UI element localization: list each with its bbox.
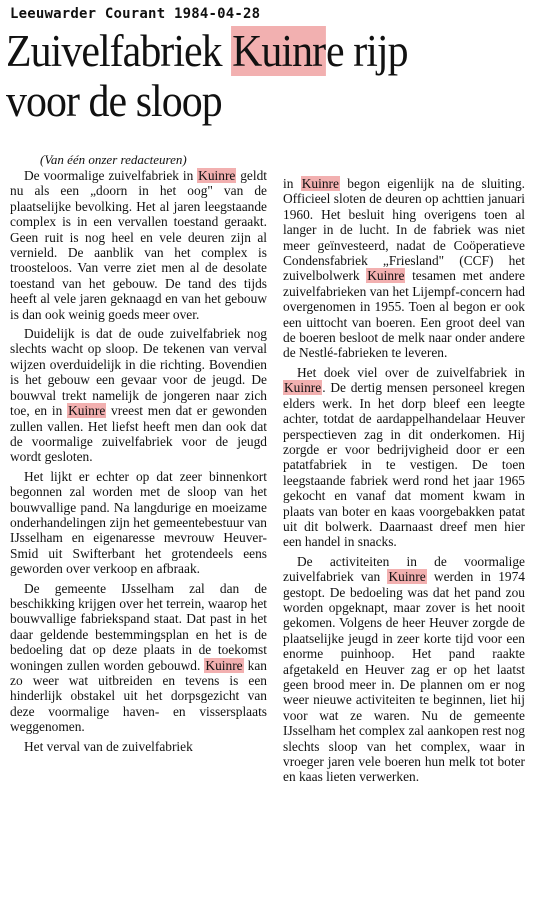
paragraph [283,365,525,550]
paragraph-text: geldt nu als een „doorn in het oog" van de plaatselijke bevolking. Het al jaren leegstaande complex is in een vervallen toestand geraakt. Geen ruit is nog heel en vele deuren zijn al vernield. De aanblik van het complex is troosteloos. Van verre ziet men al de desolate toestand van het gebouw. De tand des tijds heeft al vele jaren geknaagd en van het gebouw is dan ook weinig goeds meer over. [10,168,267,322]
paragraph [10,326,267,465]
paragraph-text: vreest men dat er gewonden zullen vallen. Het liefst heeft men dan ook dat de voormalige zuivelfabriek voor de jeugd wordt gesloten. [10,403,267,465]
newspaper-source-date: Leeuwarder Courant 1984-04-28 [10,6,261,22]
highlight-kuinre: Kuinre [198,168,236,183]
highlight-kuinre: Kuinre [284,380,322,396]
highlight-kuinre: Kuinre [388,569,426,585]
paragraph-text: De activiteiten in de voormalige zuivelfabriek van [283,553,525,585]
paragraph-text: De voormalige zuivelfabriek in [24,168,198,183]
paragraph [10,739,267,754]
paragraph-text: . De dertig mensen personeel kregen elders werk. In het dorp bleef een leegte achter, totdat de aardappelhandelaar Heuver perspectieven zag in dit onderkomen. Hij zorgde er voor bedrijvigheid door er een patatfabriek in te vestigen. De toen leegstaande fabriek werd rond het jaar 1965 gekocht en vanaf dat moment kwam in plaats van boter en kaas voorgebakken patat uit dit bolwerk. Daarnaast dreef men hier een handel in snacks. [283,380,525,550]
paragraph-text: De gemeente IJsselham zal dan de beschikking krijgen over het terrein, waarop het bouwvallige fabriekspand staat. Dat past in het daar geldende bestemmingsplan en het is de bedoeling dat op deze plaats in de toekomst woningen zullen worden gebouwd. [10,580,267,673]
highlight-kuinre: Kuinre [205,657,243,673]
paragraph-text: Het lijkt er echter op dat zeer binnenkort begonnen zal worden met de sloop van het bouwvallige pand. Na langdurige en moeizame onderhandelingen zijn het gemeentebestuur van IJsselham en eigenaresse mevrouw Heuver-Smid uit Swifterbant het grotendeels eens geworden over verkoop en afbraak. [10,468,267,577]
article-column-left [10,168,267,758]
paragraph [10,469,267,577]
paragraph [283,554,525,785]
paragraph-text: tesamen met andere zuivelfabrieken van het Lijempf-concern had overgenomen in 1955. Toen al begon er ook een uittocht van boeren. Een groot deel van de boeren besloot de melk naar onder andere de Nestlé-fabrieken te leveren. [283,268,525,361]
byline: (Van één onzer redacteuren) [40,152,187,167]
paragraph-text: in [283,176,301,191]
paragraph-text: Het doek viel over de zuivelfabriek in [297,364,525,380]
highlight-kuinre: Kuinre [367,268,405,284]
headline-text: Zuivelfabriek [6,26,232,76]
paragraph-text: Duidelijk is dat de oude zuivelfabriek nog slechts wacht op sloop. De tekenen van verval wijzen overduidelijk in die richting. Bovendien is het gebouw een gevaar voor de jeugd. De bouwval trekt namelijk de jongeren naar zich toe, en in [10,326,267,419]
paragraph [10,581,267,735]
headline [6,26,493,126]
paragraph-text: begon eigenlijk na de sluiting. Officieel sloten de deuren op achttien januari 1960. Het besluit hing overigens toen al langer in de lucht. In de fabriek was niet meer geïnvesteerd, nadat de Coöperatieve Condensfabriek „Friesland" (CCF) het zuivelbolwerk [283,176,526,284]
headline-line-1 [6,26,493,76]
paragraph [283,176,525,361]
paragraph-text: Het verval van de zuivelfabriek [24,738,193,754]
paragraph [10,168,267,322]
headline-line-2: voor de sloop [6,76,222,126]
highlight-kuinre: Kuinre [301,176,339,191]
highlight-kuinre: Kuinr [232,26,326,76]
paragraph-text: kan zo weer wat uitbreiden en tevens is een hinderlijk obstakel uit het dorpsgezicht van deze voormalige haven- en vissersplaats weggenomen. [10,657,267,735]
article-column-right [283,176,525,789]
highlight-kuinre: Kuinre [68,403,106,419]
headline-text: e rijp [326,26,408,76]
paragraph-text: werden in 1974 gestopt. De bedoeling was dat het pand zou worden opgeknapt, maar zover is het nooit gekomen. Volgens de heer Heuver zorgde de plaatselijke jeugd in zeer korte tijd voor een enorme puinhoop. Het pand raakte afgetakeld en Heuver zag er op het laatst geen brood meer in. De plannen om er nog weer nieuwe activiteiten te beginnen, liet hij voor wat ze waren. Nu de gemeente IJsselham het complex zal aankopen rest nog slechts sloop van het complex, waar in vroeger jaren vele boeren hun melk tot boter en kaas lieten verwerken. [283,569,525,785]
